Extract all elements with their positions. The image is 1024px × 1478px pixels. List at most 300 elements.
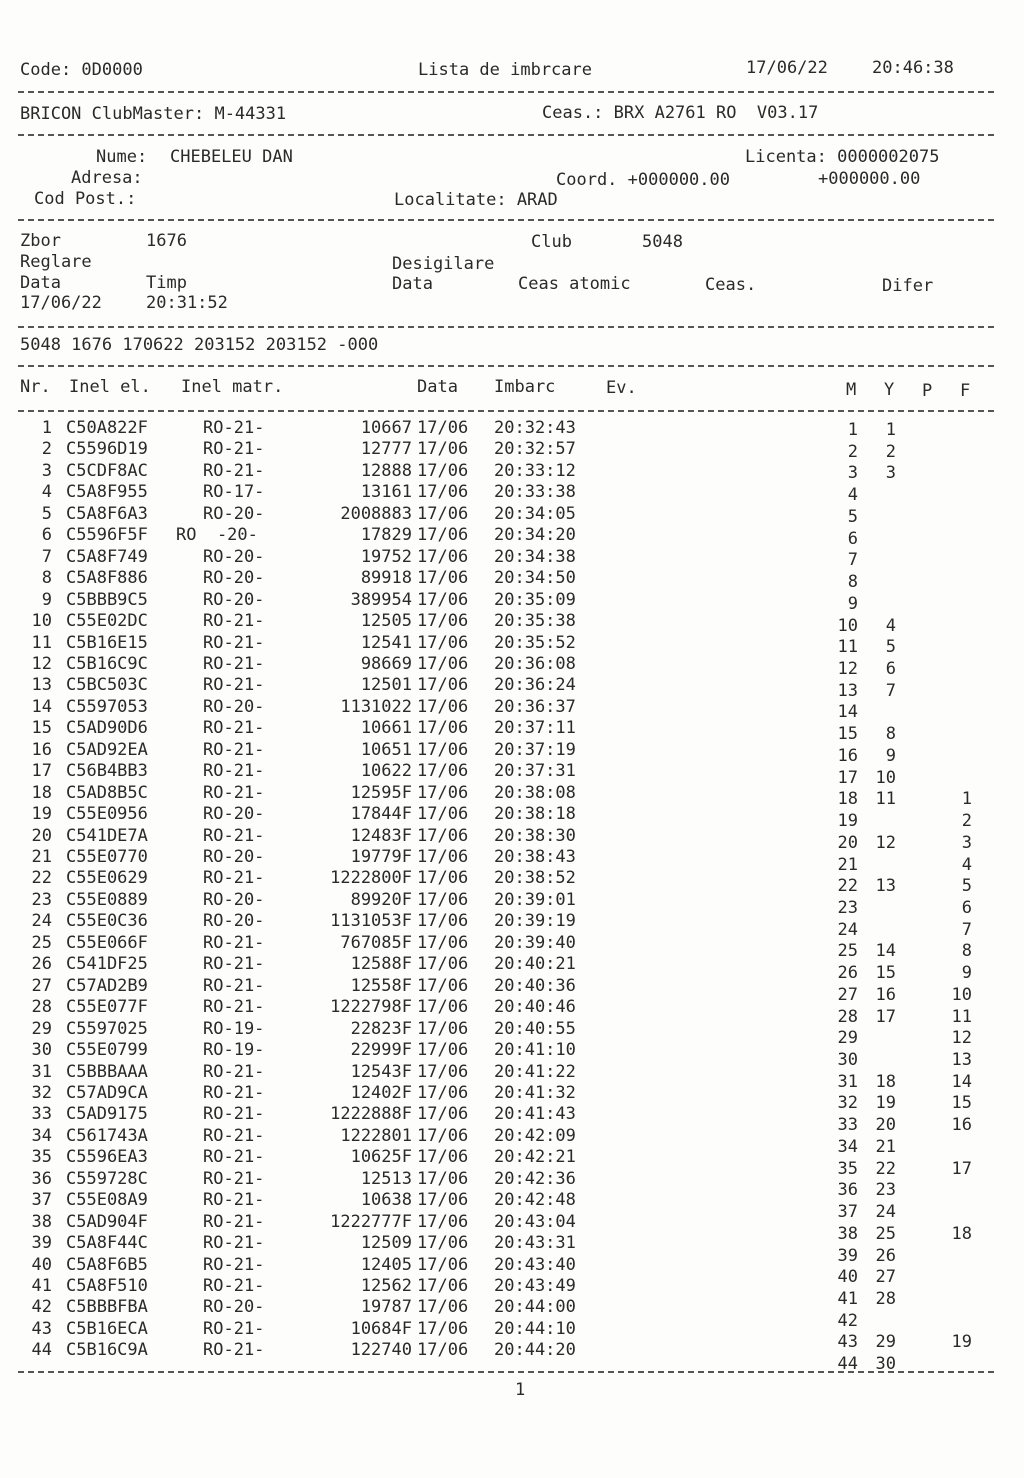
cell-time: 20:33:12 [494,460,576,481]
table-row [0,547,1024,569]
cell-inel-number: 12402F [350,1082,412,1103]
cell-m: 28 [837,1006,858,1027]
cell-inel-el: C57AD2B9 [66,975,148,996]
cell-time: 20:43:40 [494,1254,576,1275]
cell-y: 5 [885,637,896,658]
cell-time: 20:42:09 [494,1125,576,1146]
cell-nr: 27 [31,975,52,996]
cell-inel-el: C5A8F6B5 [66,1254,148,1275]
cell-date: 17/06 [417,889,469,910]
cell-inel-prefix: RO-21- [203,997,265,1018]
cell-inel-prefix: RO-20- [203,911,265,932]
table-row [0,1018,1024,1049]
table-row [0,932,1024,962]
cell-inel-prefix: RO-21- [203,954,265,975]
cell-inel-prefix: RO-21- [203,1147,265,1168]
cell-inel-number: 10667 [360,418,412,438]
cell-time: 20:35:38 [494,611,576,632]
cell-inel-number: 767085F [340,932,412,953]
cell-y: 20 [875,1115,896,1136]
cell-inel-prefix: RO-21- [203,782,265,803]
cell-inel-el: C5596EA3 [66,1147,148,1168]
cell-f: 8 [961,941,972,962]
cell-date: 17/06 [417,718,469,739]
col-f: F [960,381,971,401]
cell-inel-number: 17844F [350,804,412,825]
table-row [0,997,1024,1027]
cell-inel-prefix: RO-21- [203,439,265,460]
cell-y: 1 [885,420,896,440]
table-row [0,911,1024,940]
cell-date: 17/06 [417,675,469,696]
cell-time: 20:38:30 [494,825,576,846]
cell-inel-number: 13161 [360,482,412,503]
table-row [0,739,1024,766]
cell-time: 20:34:50 [494,568,576,589]
cell-m: 22 [837,876,858,897]
cell-m: 8 [847,572,858,593]
cell-inel-el: C5BBBFBA [66,1297,148,1318]
cell-nr: 25 [31,932,52,953]
cell-date: 17/06 [417,954,469,975]
cell-nr: 30 [31,1040,52,1061]
cell-inel-el: C5596F5F [66,525,148,546]
cell-inel-number: 10638 [360,1190,412,1211]
cell-m: 14 [837,702,858,723]
cell-time: 20:40:55 [494,1018,576,1039]
ceas-atomic-label: Ceas atomic [518,274,631,294]
cell-m: 19 [837,811,858,832]
cell-nr: 41 [31,1276,52,1296]
cell-inel-number: 22823F [350,1018,412,1039]
cell-m: 7 [847,550,858,571]
cell-date: 17/06 [417,804,469,825]
cell-nr: 18 [31,782,52,803]
flight-label: Zbor [20,231,61,251]
cell-inel-prefix: RO-21- [203,1318,265,1339]
cell-inel-number: 12501 [360,675,412,696]
cell-y: 6 [885,658,896,679]
cell-f: 6 [961,897,972,918]
cell-nr: 4 [41,482,52,503]
cell-inel-prefix: RO-20- [203,546,265,567]
cell-y: 17 [875,1006,896,1027]
cell-inel-number: 1222888F [330,1104,412,1125]
cell-inel-el: C5CDF8AC [66,460,148,481]
cell-inel-prefix: RO-21- [203,932,265,953]
locality: Localitate: ARAD [394,190,558,210]
cell-inel-el: C55E0C36 [66,911,148,932]
table-row [0,847,1024,875]
cell-inel-number: 22999F [350,1040,412,1061]
postal-code-label: Cod Post.: [34,189,137,209]
cell-y: 7 [885,680,896,701]
cell-inel-el: C5AD9175 [66,1104,148,1125]
cell-inel-number: 17829 [360,525,412,546]
cell-m: 26 [837,963,858,984]
cell-inel-prefix: RO-20- [203,696,265,717]
cell-inel-el: C5B16E15 [66,632,148,653]
divider [18,91,994,93]
cell-time: 20:43:49 [494,1276,576,1296]
cell-nr: 36 [31,1168,52,1189]
cell-inel-el: C57AD9CA [66,1082,148,1103]
cell-nr: 38 [31,1211,52,1232]
divider [18,134,994,136]
cell-time: 20:42:36 [494,1168,576,1189]
cell-time: 20:39:01 [494,889,576,910]
cell-date: 17/06 [417,1018,469,1039]
clock-id: Ceas.: BRX A2761 RO V03.17 [542,103,819,123]
table-row [0,525,1024,547]
reglare-label: Reglare [20,252,92,272]
cell-time: 20:34:20 [494,525,576,546]
cell-inel-number: 389954 [350,589,412,610]
cell-nr: 26 [31,954,52,975]
cell-nr: 11 [31,632,52,653]
cell-inel-prefix: RO-19- [203,1018,265,1039]
cell-m: 5 [847,506,858,527]
cell-inel-el: C5B16C9C [66,653,148,674]
cell-nr: 16 [31,739,52,760]
cell-time: 20:33:38 [494,482,576,503]
cell-date: 17/06 [417,439,469,460]
cell-nr: 20 [31,825,52,846]
cell-date: 17/06 [417,589,469,610]
cell-m: 11 [837,637,858,658]
cell-time: 20:43:04 [494,1211,576,1232]
cell-y: 12 [875,832,896,853]
cell-nr: 23 [31,889,52,910]
cell-inel-prefix: RO-21- [203,1233,265,1254]
cell-inel-prefix: RO-21- [203,1082,265,1103]
cell-nr: 43 [31,1318,52,1339]
cell-nr: 28 [31,997,52,1018]
cell-date: 17/06 [417,696,469,717]
cell-m: 34 [837,1136,858,1157]
cell-y: 23 [875,1180,896,1201]
cell-inel-el: C5B16C9A [66,1340,148,1361]
col-inel-el: Inel el. [69,377,151,397]
cell-date: 17/06 [417,482,469,503]
cell-time: 20:36:37 [494,696,576,717]
cell-date: 17/06 [417,546,469,567]
col-ev: Ev. [606,378,637,398]
cell-inel-el: C5596D19 [66,439,148,460]
cell-nr: 40 [31,1254,52,1275]
cell-m: 4 [847,485,858,506]
cell-date: 17/06 [417,460,469,481]
cell-inel-el: C5AD904F [66,1211,148,1232]
cell-y: 10 [875,767,896,788]
cell-inel-prefix: RO-21- [203,739,265,760]
cell-time: 20:44:00 [494,1297,576,1318]
cell-inel-prefix: RO-21- [203,868,265,889]
cell-date: 17/06 [417,1082,469,1103]
table-row [0,418,1024,440]
cell-y: 21 [875,1136,896,1157]
code-line: 5048 1676 170622 203152 203152 -000 [20,335,379,355]
cell-inel-number: 12405 [360,1254,412,1275]
cell-time: 20:39:40 [494,932,576,953]
cell-inel-prefix: RO-21- [203,1254,265,1275]
cell-inel-number: 12541 [360,632,412,653]
cell-time: 20:44:10 [494,1318,576,1339]
cell-inel-el: C541DE7A [66,825,148,846]
cell-m: 18 [837,789,858,810]
cell-y: 27 [875,1267,896,1288]
cell-inel-number: 19787 [360,1297,412,1318]
cell-m: 16 [837,745,858,766]
cell-time: 20:39:19 [494,911,576,932]
cell-date: 17/06 [417,868,469,889]
ceas-label: Ceas. [705,275,757,295]
cell-time: 20:40:36 [494,975,576,996]
divider [18,410,994,412]
cell-date: 17/06 [417,1340,469,1361]
divider [18,219,994,221]
cell-y: 28 [875,1289,896,1309]
col-nr: Nr. [20,377,51,397]
cell-inel-el: C561743A [66,1125,148,1146]
cell-f: 13 [951,1050,972,1071]
cell-inel-prefix: RO-21- [203,1125,265,1146]
cell-inel-el: C55E0799 [66,1040,148,1061]
cell-inel-el: C5BBBAAA [66,1061,148,1082]
cell-f: 5 [961,876,972,897]
cell-m: 32 [837,1093,858,1114]
cell-inel-el: C5A8F749 [66,546,148,567]
club-label: Club [531,232,572,252]
reglare-time: 20:31:52 [146,293,228,313]
cell-y: 13 [875,876,896,897]
cell-m: 36 [837,1180,858,1201]
cell-m: 30 [837,1050,858,1071]
cell-inel-number: 1222800F [330,868,412,889]
cell-m: 33 [837,1115,858,1136]
flight-number: 1676 [146,231,187,251]
table-row [0,439,1024,461]
print-time: 20:46:38 [872,58,954,78]
cell-f: 3 [961,832,972,853]
cell-date: 17/06 [417,568,469,589]
cell-inel-prefix: RO-21- [203,1061,265,1082]
table-row [0,568,1024,593]
cell-inel-number: 12595F [350,782,412,803]
cell-time: 20:32:43 [494,418,576,438]
cell-inel-number: 122740 [350,1340,412,1361]
cell-f: 14 [951,1071,972,1092]
cell-date: 17/06 [417,1276,469,1296]
cell-inel-prefix: RO-21- [203,825,265,846]
table-row [0,804,1024,832]
cell-m: 3 [847,463,858,484]
cell-inel-el: C5A8F955 [66,482,148,503]
cell-time: 20:37:11 [494,718,576,739]
cell-date: 17/06 [417,1190,469,1211]
clubmaster-id: BRICON ClubMaster: M-44331 [20,104,287,124]
cell-y: 22 [875,1158,896,1179]
cell-nr: 17 [31,761,52,782]
cell-inel-number: 98669 [360,653,412,674]
cell-m: 31 [837,1071,858,1092]
cell-inel-el: C5B16ECA [66,1318,148,1339]
address-label: Adresa: [71,168,143,188]
col-imbarc: Imbarc [494,377,556,397]
cell-inel-prefix: RO-21- [203,1211,265,1232]
name-label: Nume: [96,147,148,167]
cell-inel-number: 1222801 [340,1125,412,1146]
cell-inel-prefix: RO-21- [203,653,265,674]
cell-m: 35 [837,1158,858,1179]
cell-m: 21 [837,854,858,875]
cell-y: 25 [875,1223,896,1244]
table-row [0,1340,1024,1375]
data-label: Data [20,273,61,293]
cell-inel-prefix: RO-21- [203,718,265,739]
cell-nr: 15 [31,718,52,739]
cell-y: 29 [875,1332,896,1353]
cell-m: 24 [837,919,858,940]
cell-m: 23 [837,897,858,918]
license-number: Licenta: 0000002075 [745,147,940,167]
cell-f: 1 [961,789,972,810]
cell-time: 20:41:32 [494,1082,576,1103]
cell-time: 20:40:21 [494,954,576,975]
cell-f: 15 [951,1093,972,1114]
cell-date: 17/06 [417,847,469,867]
cell-inel-number: 1222798F [330,997,412,1018]
cell-inel-el: C5AD8B5C [66,782,148,803]
cell-nr: 14 [31,696,52,717]
col-p: P [922,381,933,401]
col-data: Data [417,377,458,397]
cell-nr: 39 [31,1233,52,1254]
coordinates-second: +000000.00 [818,169,921,189]
cell-time: 20:41:10 [494,1040,576,1061]
cell-y: 8 [885,724,896,745]
table-row [0,611,1024,636]
cell-nr: 7 [41,546,52,567]
cell-inel-el: C559728C [66,1168,148,1189]
table-row [0,675,1024,701]
cell-inel-number: 12777 [360,439,412,460]
cell-inel-number: 1222777F [330,1211,412,1232]
desigilare-label: Desigilare [392,254,495,274]
cell-time: 20:41:22 [494,1061,576,1082]
cell-f: 19 [951,1332,972,1353]
print-date: 17/06/22 [746,58,828,78]
cell-date: 17/06 [417,1168,469,1189]
cell-time: 20:34:38 [494,546,576,567]
cell-inel-number: 12513 [360,1168,412,1189]
cell-date: 17/06 [417,1104,469,1125]
cell-inel-el: C55E0770 [66,847,148,867]
cell-inel-el: C55E02DC [66,611,148,632]
cell-inel-el: C55E0889 [66,889,148,910]
table-row [0,782,1024,810]
cell-inel-el: C56B4BB3 [66,761,148,782]
cell-m: 12 [837,658,858,679]
cell-time: 20:37:19 [494,739,576,760]
cell-date: 17/06 [417,1318,469,1339]
cell-inel-number: 10622 [360,761,412,782]
cell-f: 16 [951,1115,972,1136]
cell-time: 20:42:48 [494,1190,576,1211]
cell-f: 9 [961,963,972,984]
cell-date: 17/06 [417,1040,469,1061]
cell-inel-prefix: RO-20- [203,1297,265,1318]
cell-inel-number: 12509 [360,1233,412,1254]
cell-inel-el: C5BC503C [66,675,148,696]
cell-inel-prefix: RO-21- [203,418,265,438]
cell-y: 9 [885,745,896,766]
cell-nr: 22 [31,868,52,889]
cell-inel-prefix: RO-20- [203,503,265,524]
cell-nr: 10 [31,611,52,632]
cell-time: 20:36:08 [494,653,576,674]
cell-time: 20:41:43 [494,1104,576,1125]
cell-time: 20:35:52 [494,632,576,653]
cell-y: 11 [875,789,896,810]
table-row [0,632,1024,658]
table-row [0,825,1024,853]
table-row [0,461,1024,483]
cell-y: 15 [875,963,896,984]
cell-f: 18 [951,1223,972,1244]
cell-m: 25 [837,941,858,962]
cell-inel-prefix: RO-21- [203,1168,265,1189]
cell-nr: 13 [31,675,52,696]
cell-m: 1 [847,420,858,440]
cell-nr: 3 [41,460,52,481]
cell-f: 10 [951,984,972,1005]
table-row [0,868,1024,897]
cell-y: 4 [885,615,896,636]
cell-y: 19 [875,1093,896,1114]
coordinates: Coord. +000000.00 [556,170,730,190]
code-label: Code: 0D0000 [20,60,143,80]
cell-inel-el: C5A8F6A3 [66,503,148,524]
cell-time: 20:43:31 [494,1233,576,1254]
cell-inel-number: 19779F [350,847,412,867]
cell-inel-prefix: RO-21- [203,1104,265,1125]
cell-date: 17/06 [417,739,469,760]
table-row [0,504,1024,526]
cell-inel-number: 1131022 [340,696,412,717]
table-row [0,975,1024,1005]
divider [18,365,994,367]
cell-nr: 2 [41,439,52,460]
cell-inel-prefix: RO-21- [203,611,265,632]
cell-date: 17/06 [417,1297,469,1318]
cell-date: 17/06 [417,932,469,953]
cell-y: 16 [875,984,896,1005]
cell-inel-el: C5597025 [66,1018,148,1039]
cell-nr: 24 [31,911,52,932]
cell-f: 11 [951,1006,972,1027]
cell-inel-prefix: RO-21- [203,761,265,782]
cell-nr: 6 [41,525,52,546]
table-row [0,653,1024,679]
difer-label: Difer [882,276,934,296]
cell-date: 17/06 [417,1125,469,1146]
cell-m: 37 [837,1202,858,1223]
cell-time: 20:34:05 [494,503,576,524]
col-inel-matr: Inel matr. [181,377,284,397]
cell-time: 20:32:57 [494,439,576,460]
cell-inel-number: 19752 [360,546,412,567]
